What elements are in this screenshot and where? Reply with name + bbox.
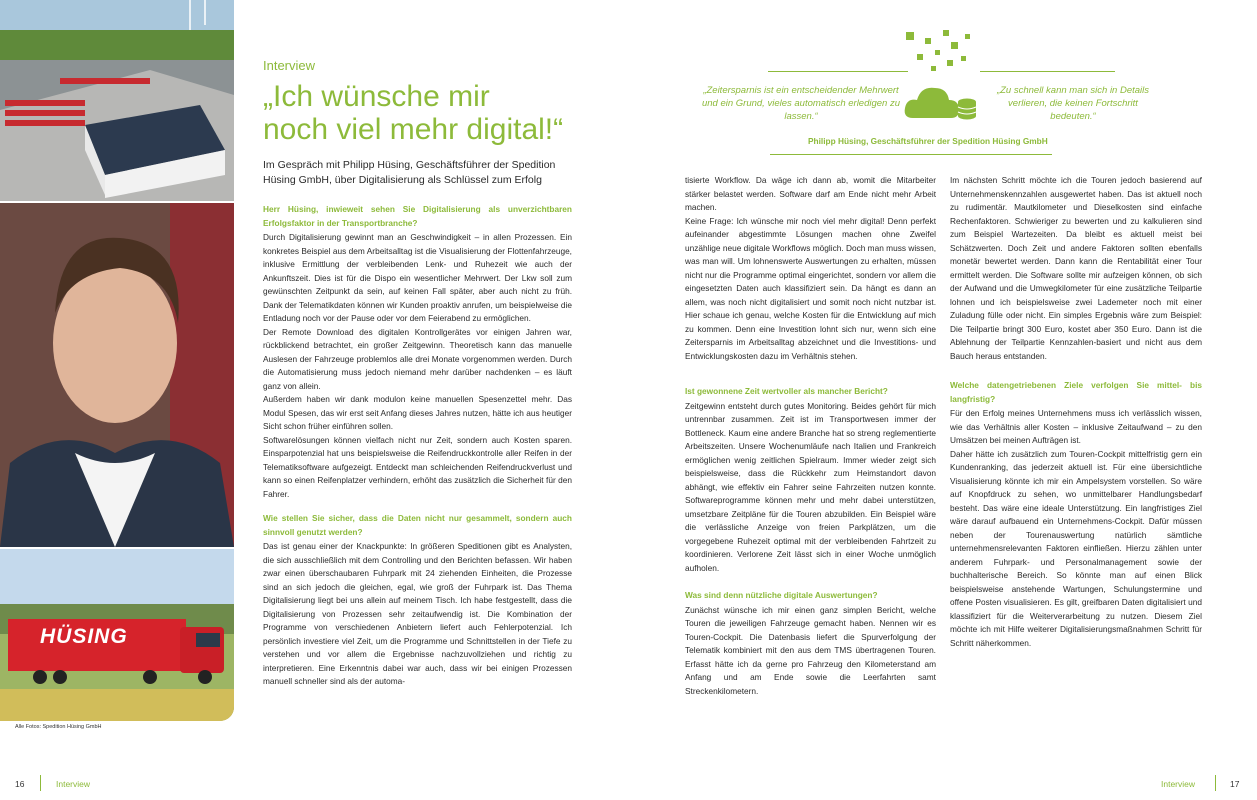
quote-rule-bottom [770, 154, 1052, 155]
answer-paragraph: Durch Digitalisierung gewinnt man an Geschwindigkeit – in allen Prozessen. Ein konkretes Beispiel aus dem Arbeitsalltag ist die Visualisierung der Flottenfahrzeuge, inklusive Ermittlung der verbleibenden Lenk- und Ruhezeit wie auch der Ankunftszeit. Dies ist für die Dispo ein wesentlicher Mehrwert. Der Lkw soll zum gewünschten Zeitpunkt da sein, auf keinen Fall später, aber auch nicht zu früh. Dank der Telematikdaten können wir Kunden proaktiv anrufen, um beispielweise die Entladung noch vor der Pause oder vor dem Feierabend zu ermöglichen. [263, 232, 572, 323]
footer-section-right: Interview [1161, 779, 1196, 789]
page-number-right: 17 [1230, 779, 1240, 789]
answer-paragraph: Zunächst wünsche ich mir einen ganz simplen Bericht, welche Touren die jeweiligen Fahrzeuge gemacht haben. Nennen wir es Touren-Cockpit. Die Datenbasis liefert die Spurverfolgung der Telematik kombiniert mit den aus dem TMS übertragenen Touren. Erfasst hätte ich da gerne pro Fahrzeug den Kilometerstand am Anfang und am Ende sowie die Leerfahrten samt Streckenkilometern. [685, 604, 936, 696]
answer-paragraph: Daher hätte ich zusätzlich zum Touren-Cockpit mittelfristig gern ein Kundenranking, das jederzeit aktuell ist. Für eine übersichtliche Visualisierung könnte ich mir ein Ampelsystem vorstellen. So wäre auf Knopfdruck zu sehen, wo unmittelbarer Handlungsbedarf besteht. Das wäre eine ideale Unterstützung. Ein langfristiges Ziel wäre darauf aufbauend ein Unternehmens-Cockpit. Dafür müssen neben der Tourenauswertung natürlich sämtliche unternehmensrelevanten Faktoren einfließen. Hierzu zählen unter anderem Fuhrpark- und Personalmanagement sowie der buchhalterische Bereich. So könnte man auf einen Blick beispielsweise anstehende Wartungen, Schulungstermine und offene Posten visualisieren. Es gilt, greifbaren Daten digitalisiert und klassifiziert für die Weiterverarbeitung zu nutzen. Diesem Ziel möchte ich mit Hilfe weiterer Digitalisierungsmaßnahmen Schritt für Schritt näherkommen. [950, 448, 1202, 648]
answer-paragraph: Außerdem haben wir dank modulon keine manuellen Spesenzettel mehr. Das Modul Spesen, das wir erst seit Anfang dieses Jahres nutzen, hätte ich aus heutiger Sicht schon früher einführen sollen. [263, 394, 572, 431]
aerial-photo-illustration [0, 0, 234, 201]
question-heading: Welche datengetriebenen Ziele verfolgen Sie mittel- bis langfristig? [950, 380, 1202, 404]
answer-paragraph: tisierte Workflow. Da wäge ich dann ab, womit die Mitarbeiter stärker belastet werden. Software darf am Ende nicht mehr Arbeit machen. [685, 175, 936, 212]
question-heading: Herr Hüsing, inwieweit sehen Sie Digitalisierung als unverzichtbaren Erfolgsfaktor in der Transportbranche? [263, 204, 572, 228]
answer-paragraph: Das ist genau einer der Knackpunkte: In größeren Speditionen gibt es Analysten, die sich ausschließlich mit dem Controlling und den Berichten befassen. Wir haben zwar einen überschaubaren Fuhrpark mit 24 ziehenden Einheiten, die Prozesse sind an sich jedoch die gleichen, egal, wie groß der Fuhrpark ist. Das Thema Digitalisierung liegt bei uns allein auf meinem Tisch. Ich habe festgestellt, dass die Digitalisierung von Prozessen sehr zeitaufwendig ist. Die Kombination der Programme von verschiedenen Anbietern liefert auch Fehlerpotenzial. Ich persönlich investiere viel Zeit, um die Programme und Schnittstellen in der Tiefe zu verstehen und vor allem die Ergebnisse nachzuvollziehen und richtig zu interpretieren. Eine Erkenntnis dabei war auch, dass wir bei einigen Prozessen manuell schneller sind als der automa- [263, 541, 572, 686]
aerial-photo-depot [0, 0, 234, 201]
pull-quote-left: „Zeitersparnis ist ein entscheidender Mehrwert und ein Grund, vieles automatisch erledigen zu lassen.“ [701, 85, 901, 122]
lead-paragraph: Im Gespräch mit Philipp Hüsing, Geschäftsführer der Spedition Hüsing GmbH, über Digitalisierung als Schlüssel zum Erfolg [263, 159, 556, 186]
middle-text-column [685, 174, 936, 698]
question-heading: Ist gewonnene Zeit wertvoller als mancher Bericht? [685, 386, 888, 396]
answer-paragraph: Softwarelösungen können vielfach nicht nur Zeit, sondern auch Kosten sparen. Einsparpotenzial hat uns beispielsweise die Reifendruckkontrolle aller Reifen in der Telematiksoftware aufgezeigt. Entdeckt man schleichenden Reifendruckverlust und kann so einen Reifenplatzer verhindern, erhöht das zusätzlich die Sicherheit für den Fahrer. [263, 434, 572, 499]
truck-logo-text: HÜSING [40, 625, 128, 648]
answer-paragraph: Zeitgewinn entsteht durch gutes Monitoring. Beides gehört für mich untrennbar zusammen. Zeit ist im Transportwesen immer der Bottleneck. Kaum eine andere Branche hat so streng reglementierte Arbeitszeiten. Unsere Wochenumläufe nach Italien und Frankreich ermöglichen wenig zeitlichen Spielraum. Immer wieder zeigt sich beispielsweise, dass die Rückkehr zum Heimstandort davon abhängt, wie effektiv ein Fahrer seine Fahrzeiten nutzen konnte. Softwareprogramme können mehr und mehr dabei unterstützen, umsetzbare Zeitpläne für die Touren abzubilden. Ein Beispiel wäre die verlässliche Anzeige von freien Parkplätzen, um die vorgegebene Ruhezeit optimal mit der verbleibenden Fahrtzeit zu koordinieren. Verlorene Zeit lässt sich in einer Woche unmöglich aufholen. [685, 400, 936, 573]
answer-paragraph: Im nächsten Schritt möchte ich die Touren jedoch basierend auf Unternehmenskennzahlen ausgewertet haben. Das ist aktuell noch zu rudimentär. Mautkilometer und Dieselkosten sind einfache Rechenfaktoren. Schwieriger zu bewerten und zu kalkulieren sind zum Beispiel Wartezeiten. Da bleibt es aktuell meist bei Schätzwerten. Doch Zeit und andere Faktoren sollten ebenfalls monetär bewertet werden. Dann kann die Rentabilität einer Tour ermittelt werden. Die Software sollte mir aufzeigen können, ob sich der Aufwand und die Umwegkilometer für eine zusätzliche Teilpartie lohnen und ich beispielsweise zwei Lademeter noch mit einer Zuladung fülle oder nicht. Ein simples Ergebnis wäre zum Beispiel: Die Teilpartie bringt 300 Euro, kostet aber 350 Euro. Dann ist die Ablehnung der Teilpartie Kennzahlen-basiert und nicht aus dem Bauch heraus entstanden. [950, 175, 1202, 361]
left-text-column [263, 203, 572, 689]
footer-divider-left [40, 775, 41, 791]
portrait-illustration [0, 203, 234, 547]
section-kicker: Interview [263, 58, 316, 73]
cloud-database-icon [903, 30, 983, 122]
answer-paragraph: Keine Frage: Ich wünsche mir noch viel mehr digital! Denn perfekt aufeinander abgestimmte Lösungen machen ohne Zweifel unzählige neue digitale Workflows möglich. Doch man muss wissen, was man will. Um lohnenswerte Auswertungen zu erhalten, müssen nicht nur die Programme optimal eingerichtet, sondern vor allem die eingesetzten Daten auch klassifiziert sein. Da hängt es dann an allem, was noch nicht digitalisiert und somit noch nicht nutzbar ist. Hier schaue ich genau, welche Kosten für die Entwicklung auf mich zu kommen. Denn eine Investition lohnt sich nur, wenn sich eine Zeitersparnis im Arbeitsalltag abzeichnet und die Investitions- und Entwicklungskosten dazu im Verhältnis stehen. [685, 215, 936, 361]
quote-attribution: Philipp Hüsing, Geschäftsführer der Spedition Hüsing GmbH [808, 136, 1048, 146]
quote-rule-left [768, 71, 908, 72]
pull-quote-right: „Zu schnell kann man sich in Details verlieren, die keinen Fortschritt bedeuten.“ [996, 85, 1150, 122]
portrait-photo [0, 203, 234, 547]
truck-photo [0, 549, 234, 721]
headline [263, 80, 663, 146]
question-heading: Was sind denn nützliche digitale Auswertungen? [685, 590, 878, 600]
question-heading: Wie stellen Sie sicher, dass die Daten nicht nur gesammelt, sondern auch sinnvoll genutzt werden? [263, 513, 572, 537]
quote-rule-right [980, 71, 1115, 72]
footer-divider-right [1215, 775, 1216, 791]
photo-credit: Alle Fotos: Spedition Hüsing GmbH [15, 724, 102, 730]
right-text-column [950, 174, 1202, 650]
headline-line-2: noch viel mehr digital!“ [263, 113, 564, 146]
page-number-left: 16 [15, 779, 25, 789]
headline-line-1: „Ich wünsche mir [263, 80, 490, 113]
footer-section-left: Interview [56, 779, 91, 789]
answer-paragraph: Für den Erfolg meines Unternehmens muss ich verlässlich wissen, wie das Verhältnis aller Kosten – inklusive Zeitaufwand – zu den Umsätzen bei meinen Aufträgen ist. [950, 408, 1202, 445]
answer-paragraph: Der Remote Download des digitalen Kontrollgerätes vor einigen Jahren war, rückblickend betrachtet, ein großer Zeitgewinn. Theoretisch kann das manuelle Auslesen der Fahrzeuge problemlos alle drei Monate vorgenommen werden. Durch die Automatisierung muss jedoch niemand mehr darüber nachdenken – es läuft ganz von allein. [263, 326, 572, 391]
